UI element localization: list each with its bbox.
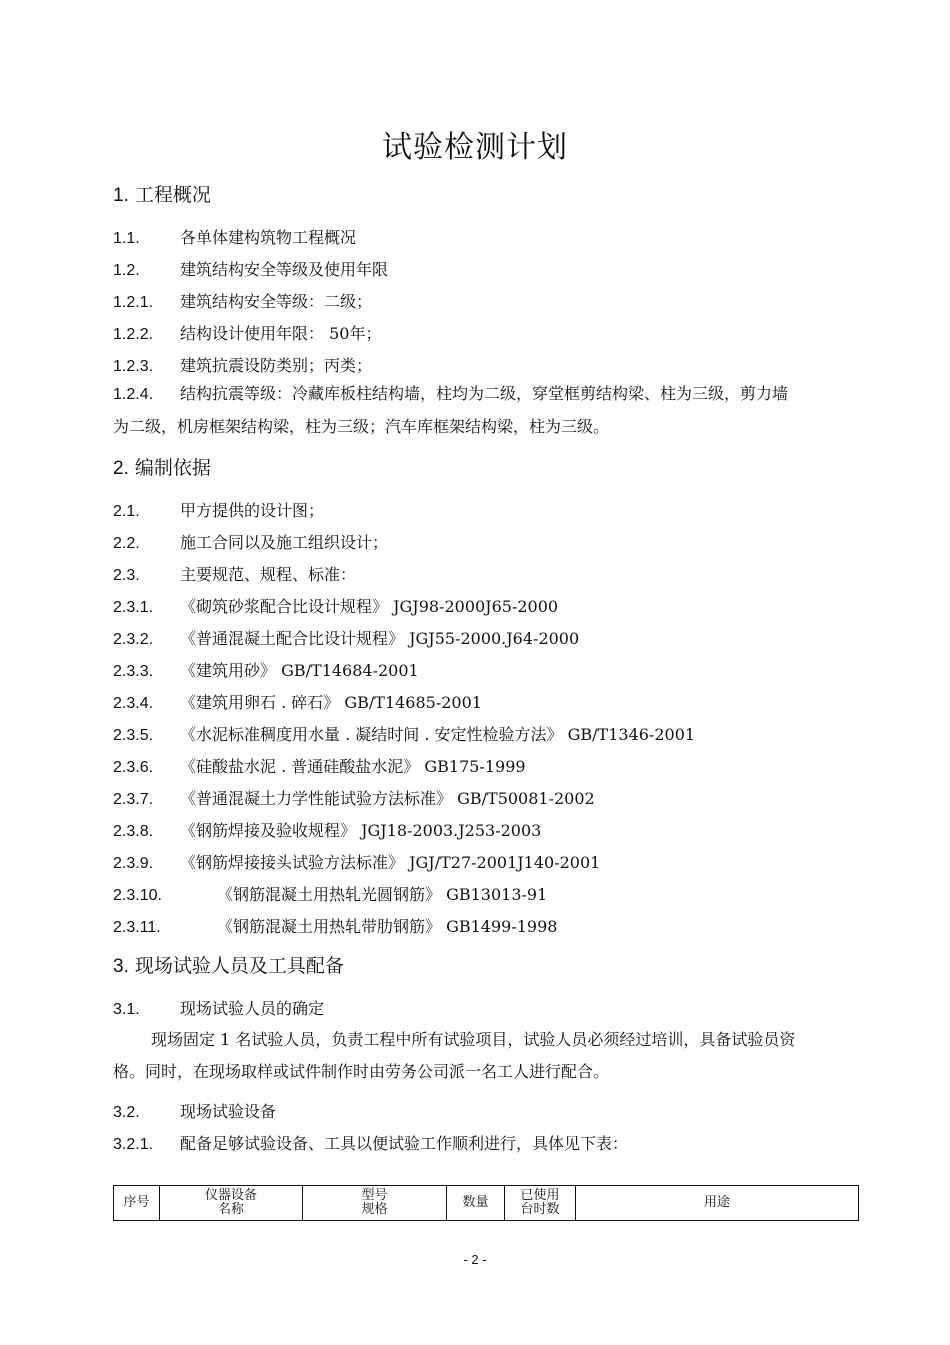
list-item: 3.2.1. 配备足够试验设备、工具以便试验工作顺利进行，具体见下表： (113, 1134, 629, 1153)
table-header-cell: 已使用 台时数 (505, 1186, 576, 1221)
table-header-cell: 型号 规格 (303, 1186, 447, 1221)
table-header-cell: 序号 (114, 1186, 160, 1221)
list-item: 2.3.1. 《砌筑砂浆配合比设计规程》 JGJ98-2000J65-2000 (113, 597, 559, 616)
table-header-cell: 仪器设备 名称 (160, 1186, 303, 1221)
list-item: 2.3.8. 《钢筋焊接及验收规程》 JGJ18-2003.J253-2003 (113, 821, 542, 840)
list-item: 2.3.10. 《钢筋混凝土用热轧光圆钢筋》 GB13013-91 (113, 885, 548, 904)
list-item: 2.3.9. 《钢筋焊接接头试验方法标准》 JGJ/T27-2001J140-2001 (113, 853, 601, 872)
page-number: - 2 - (463, 1252, 487, 1267)
list-item: 1.2.2. 结构设计使用年限： 50年； (113, 324, 382, 343)
list-item: 2.3.7. 《普通混凝土力学性能试验方法标准》 GB/T50081-2002 (113, 789, 595, 808)
list-item: 2.1. 甲方提供的设计图； (113, 501, 325, 520)
section-number: 3. (113, 956, 129, 977)
equipment-table (113, 1185, 859, 1221)
table-header-cell: 用途 (576, 1186, 859, 1221)
list-item: 2.3.4. 《建筑用卵石 . 碎石》 GB/T14685-2001 (113, 693, 482, 712)
list-item: 2.3.5. 《水泥标准稠度用水量 . 凝结时间 . 安定性检验方法》 GB/T1346-2001 (113, 725, 696, 744)
list-item: 3.1. 现场试验人员的确定 (113, 999, 325, 1018)
table-header-cell: 数量 (447, 1186, 505, 1221)
section-heading-1 (113, 180, 211, 207)
list-item: 1.2.3. 建筑抗震设防类别；丙类； (113, 356, 373, 375)
list-item: 2.3.11. 《钢筋混凝土用热轧带肋钢筋》 GB1499-1998 (113, 917, 558, 936)
list-item: 1.2. 建筑结构安全等级及使用年限 (113, 260, 389, 279)
list-item: 1.1. 各单体建构筑物工程概况 (113, 228, 357, 247)
list-item-multiline: 1.2.4. 结构抗震等级：冷藏库板柱结构墙，柱均为二级，穿堂框剪结构梁、柱为三级，剪力墙为二级，机房框架结构梁，柱为三级；汽车库框架结构梁，柱为三级。 (113, 384, 789, 436)
page-title: 试验检测计划 (382, 130, 568, 165)
list-item: 2.3.6. 《硅酸盐水泥 . 普通硅酸盐水泥》 GB175-1999 (113, 757, 526, 776)
list-item: 2.3.3. 《建筑用砂》 GB/T14684-2001 (113, 661, 419, 680)
section-number: 1. (113, 185, 129, 206)
section-title: 现场试验人员及工具配备 (134, 955, 344, 977)
body-paragraph: 现场固定 1 名试验人员，负责工程中所有试验项目，试验人员必须经过培训，具备试验员资格。同时，在现场取样或试件制作时由劳务公司派一名工人进行配合。 (113, 1030, 796, 1081)
list-item: 2.2. 施工合同以及施工组织设计； (113, 533, 389, 552)
list-item: 2.3.2. 《普通混凝土配合比设计规程》 JGJ55-2000.J64-2000 (113, 629, 580, 648)
section-number: 2. (113, 458, 129, 479)
list-item: 3.2. 现场试验设备 (113, 1102, 277, 1121)
list-item: 1.2.1. 建筑结构安全等级：二级； (113, 292, 373, 311)
section-heading-2 (113, 453, 211, 480)
section-title: 编制依据 (134, 457, 211, 479)
list-item: 2.3. 主要规范、规程、标准： (113, 565, 357, 584)
section-heading-3 (113, 951, 344, 978)
section-title: 工程概况 (134, 184, 211, 206)
table-header-row (114, 1186, 859, 1221)
